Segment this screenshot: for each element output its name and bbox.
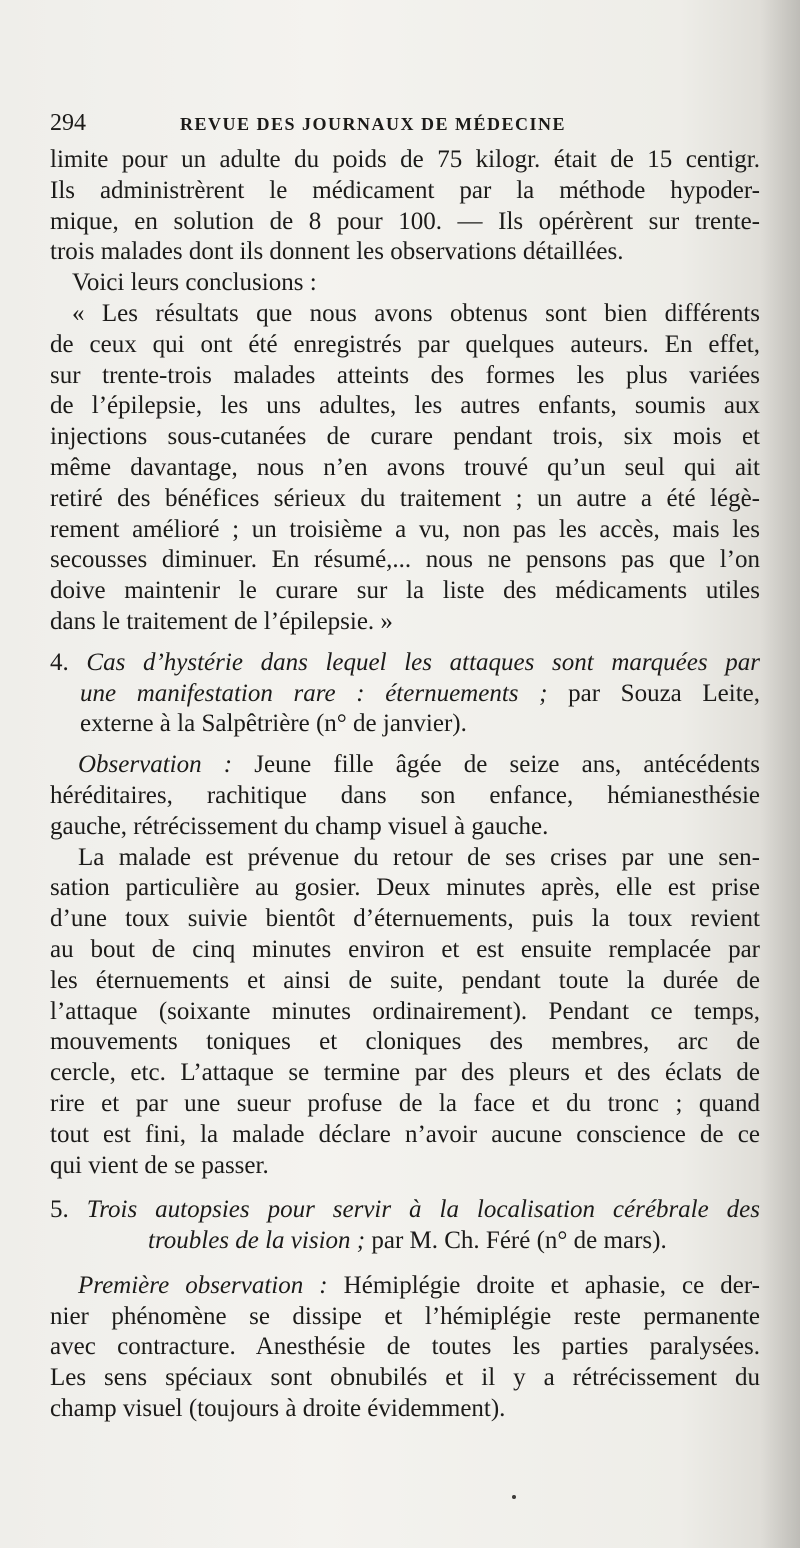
text-line: d’une toux suivie bientôt d’éternuements, puis la toux revient: [50, 905, 760, 933]
observation-paragraph: [50, 750, 760, 842]
item-title: une manifestation rare : éternuements ;: [80, 679, 548, 707]
ink-dot: [512, 1495, 516, 1499]
text-line: limite pour un adulte du poids de 75 kilogr. était de 15 centigr.: [50, 146, 760, 173]
text-line: sation particulière au gosier. Deux minutes après, elle est prise: [50, 874, 760, 902]
text-line: injections sous-cutanées de curare pendant trois, six mois et: [50, 423, 760, 451]
text-line: Ils administrèrent le médicament par la méthode hypoder-: [50, 176, 760, 204]
text-line: avec contracture. Anesthésie de toutes les parties paralysées.: [50, 1333, 760, 1361]
item-number: 5.: [50, 1196, 69, 1224]
text-line: nier phénomène se dissipe et l’hémiplégie reste permanente: [50, 1302, 760, 1330]
text-line: dans le traitement de l’épilepsie. »: [50, 607, 393, 635]
text-line: cercle, etc. L’attaque se termine par des pleurs et des éclats de: [50, 1059, 760, 1087]
observation-label: Première observation :: [78, 1271, 328, 1299]
paragraph-1: [50, 145, 760, 268]
text-line: de ceux qui ont été enregistrés par quelques auteurs. En effet,: [50, 330, 760, 358]
paragraph-5: [50, 843, 760, 1182]
text-line: mouvements toniques et cloniques des membres, arc de: [50, 1028, 760, 1056]
text-line: même davantage, nous n’en avons trouvé qu’un seul qui ait: [50, 453, 760, 481]
text-line: tout est fini, la malade déclare n’avoir aucune conscience de ce: [50, 1120, 760, 1148]
item-title: Cas d’hystérie dans lequel les attaques sont marquées par: [86, 648, 760, 676]
text-line: qui vient de se passer.: [50, 1151, 269, 1179]
first-observation-paragraph: [50, 1271, 760, 1425]
text-line: Voici leurs conclusions :: [72, 269, 317, 297]
item-title: troubles de la vision ;: [148, 1227, 366, 1255]
item-title: Trois autopsies pour servir à la localisation cérébrale des: [86, 1196, 760, 1224]
item-4-heading: [50, 648, 760, 740]
text-line: gauche, rétrécissement du champ visuel à gauche.: [50, 812, 549, 840]
text-line: La malade est prévenue du retour de ses crises par une sen-: [78, 843, 760, 871]
text-line: de l’épilepsie, les uns adultes, les autres enfants, soumis aux: [50, 392, 760, 420]
item-author: par M. Ch. Féré (n° de mars).: [365, 1227, 667, 1255]
spacer: [50, 1257, 760, 1271]
item-source: externe à la Salpêtrière (n° de janvier).: [80, 710, 467, 738]
text-line: l’attaque (soixante minutes ordinairement). Pendant ce temps,: [50, 997, 760, 1025]
page-edge-shadow: [760, 0, 800, 1548]
page-number: 294: [50, 110, 86, 136]
spacer: [50, 1181, 760, 1195]
text-line: retiré des bénéfices sérieux du traitement ; un autre a été légè-: [50, 484, 760, 512]
spacer: [50, 740, 760, 750]
text-line: héréditaires, rachitique dans son enfance, hémianesthésie: [50, 781, 760, 809]
running-head: REVUE DES JOURNAUX DE MÉDECINE: [180, 114, 567, 134]
quote-paragraph: [50, 299, 760, 638]
text-line: Hémiplégie droite et aphasie, ce der-: [327, 1271, 761, 1299]
text-line: rement amélioré ; un troisième a vu, non pas les accès, mais les: [50, 515, 760, 543]
text-line: « Les résultats que nous avons obtenus sont bien différents: [72, 299, 760, 327]
item-author: par Souza Leite,: [547, 679, 761, 707]
item-5-heading: [50, 1195, 760, 1257]
text-line: doive maintenir le curare sur la liste des médicaments utiles: [50, 577, 760, 605]
text-line: les éternuements et ainsi de suite, pendant toute la durée de: [50, 966, 760, 994]
text-line: champ visuel (toujours à droite évidemment).: [50, 1395, 506, 1423]
text-line: sur trente-trois malades atteints des formes les plus variées: [50, 361, 760, 389]
page-header: [50, 108, 760, 139]
paragraph-2: [50, 268, 760, 299]
text-line: trois malades dont ils donnent les observations détaillées.: [50, 238, 624, 266]
text-line: mique, en solution de 8 pour 100. — Ils opérèrent sur trente-: [50, 207, 760, 235]
text-line: au bout de cinq minutes environ et est ensuite remplacée par: [50, 935, 760, 963]
text-line: Les sens spéciaux sont obnubilés et il y a rétrécissement du: [50, 1364, 760, 1392]
spacer: [50, 638, 760, 648]
text-line: rire et par une sueur profuse de la face et du tronc ; quand: [50, 1089, 760, 1117]
text-line: Jeune fille âgée de seize ans, antécédents: [232, 751, 760, 779]
page-text: [50, 108, 760, 1425]
item-number: 4.: [50, 648, 69, 676]
text-line: secousses diminuer. En résumé,... nous ne pensons pas que l’on: [50, 546, 760, 574]
observation-label: Observation :: [78, 751, 233, 779]
